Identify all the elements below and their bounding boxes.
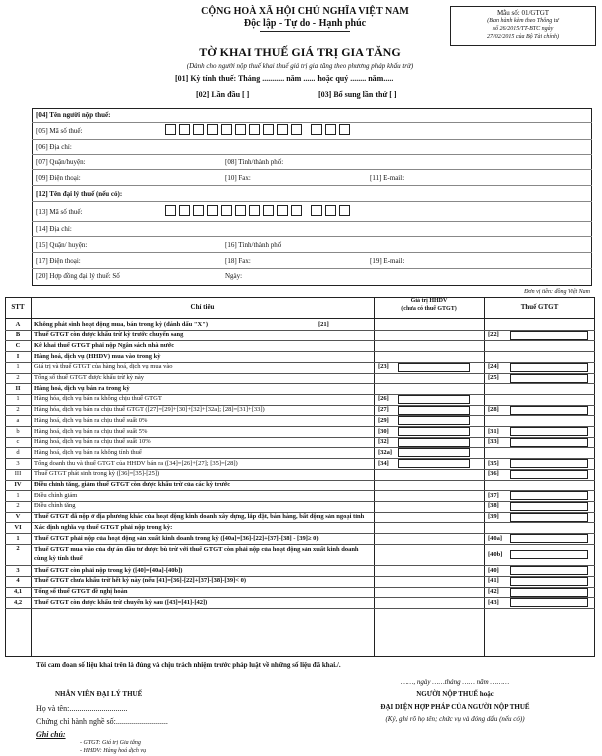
tax-code: [39] xyxy=(488,513,499,521)
taxpayer-address-label[interactable]: [06] Địa chỉ: xyxy=(36,143,72,151)
value-input[interactable] xyxy=(398,438,470,447)
value-code: [32] xyxy=(378,438,389,446)
row-label: Hàng hoá, dịch vụ bán ra chịu thuế suất 5% xyxy=(34,427,148,435)
row-label: Tổng số thuế GTGT được khấu trừ kỳ này xyxy=(34,374,145,381)
tax-code: [28] xyxy=(488,406,499,414)
note-hhdv: - HHDV: Hàng hoá dịch vụ xyxy=(80,748,147,754)
row-label: Tổng số thuế GTGT đề nghị hoàn xyxy=(34,588,128,595)
first-checkbox[interactable]: [ ] xyxy=(242,90,250,99)
agent-name-label[interactable]: [12] Tên đại lý thuế (nếu có): xyxy=(36,190,123,198)
value-input[interactable] xyxy=(398,427,470,436)
taxpayer-tin-label: [05] Mã số thuế: xyxy=(36,127,83,135)
notes-title: Ghi chú: xyxy=(36,730,66,739)
value-code: [21] xyxy=(318,320,329,328)
row-label: Hàng hoá, dịch vụ (HHDV) mua vào trong kỳ xyxy=(34,352,161,360)
tax-code: [31] xyxy=(488,427,499,435)
tax-code: [24] xyxy=(488,363,499,371)
value-input[interactable] xyxy=(398,448,470,457)
row-stt: 2 xyxy=(16,374,20,381)
row-stt: 1 xyxy=(16,491,20,499)
row-stt: 1 xyxy=(16,363,20,371)
tax-code: [40] xyxy=(488,566,499,574)
agent-district-label[interactable]: [15] Quận/ huyện: xyxy=(36,241,88,249)
value-input[interactable] xyxy=(398,363,470,372)
row-label: Thuế GTGT mua vào của dự án đầu tư được bù trừ với thuế GTGT còn phải nộp của hoạt động sản xuất kinh doanh cùng kỳ tính thuế xyxy=(34,546,359,563)
row-label: Thuế GTGT còn phải nộp trong kỳ ([40]=[40a]-[40b]) xyxy=(34,566,183,574)
period-text[interactable]: Kỳ tính thuế: Tháng ........... năm ...... hoặc quý ........ năm..... xyxy=(190,74,394,83)
tax-input[interactable] xyxy=(510,550,588,559)
value-code: [29] xyxy=(378,416,389,424)
row-label: Hàng hóa, dịch vụ bán ra không chịu thuế GTGT xyxy=(34,395,162,403)
value-input[interactable] xyxy=(398,416,470,425)
row-label: Thuế GTGT phải nộp của hoạt động sản xuất kinh doanh trong kỳ ([40a]=[36]-[22]+[37]-[38] - [39]≥ 0) xyxy=(34,534,319,542)
divider xyxy=(32,252,592,253)
tax-input[interactable] xyxy=(510,577,588,586)
tax-period xyxy=(175,74,393,83)
row-stt: 3 xyxy=(16,566,20,574)
motto-heading: Độc lập - Tự do - Hạnh phúc xyxy=(243,18,367,29)
row-label: Kê khai thuế GTGT phải nộp Ngân sách nhà nước xyxy=(34,341,175,349)
tax-input[interactable] xyxy=(510,470,588,479)
row-label: Thuế GTGT phát sinh trong kỳ ([36]=[35]-[25]) xyxy=(34,470,160,478)
tax-code: [25] xyxy=(488,374,499,381)
row-stt: IV xyxy=(14,481,22,488)
row-label: Hàng hoá, dịch vụ bán ra chịu thuế suất 0% xyxy=(34,416,148,424)
row-label: Hàng hoá, dịch vụ bán ra chịu thuế suất 10% xyxy=(34,438,151,446)
form-note-2: số 26/2015/TT-BTC ngày xyxy=(492,26,554,32)
row-stt: 4,2 xyxy=(13,598,23,606)
agent-contract-label[interactable]: [20] Hợp đồng đại lý thuế: Số xyxy=(36,272,120,280)
tax-code: [38] xyxy=(488,502,499,510)
form-code-box xyxy=(450,6,596,46)
first-text: Lần đầu xyxy=(211,90,241,99)
row-label: Điều chỉnh tăng xyxy=(34,502,76,510)
row-stt: VI xyxy=(14,523,22,531)
value-code: [23] xyxy=(378,363,389,371)
divider xyxy=(32,236,592,237)
header-stt: STT xyxy=(11,303,25,311)
row-divider xyxy=(5,490,595,491)
row-stt: b xyxy=(16,427,20,435)
row-stt: 1 xyxy=(16,395,20,403)
row-stt: 1 xyxy=(16,534,20,542)
row-stt: V xyxy=(15,513,21,521)
row-label: Tổng doanh thu và thuế GTGT của HHDV bán ra ([34]=[26]+[27]; [35]=[28]) xyxy=(34,459,238,467)
value-code: [30] xyxy=(378,427,389,435)
tax-code: [37] xyxy=(488,491,499,499)
row-stt: 2 xyxy=(16,502,20,510)
row-stt: III xyxy=(14,470,22,478)
row-stt: 4,1 xyxy=(13,588,23,595)
agent-tin-label: [13] Mã số thuế: xyxy=(36,208,83,216)
tax-code: [43] xyxy=(488,598,499,606)
payer-rep: ĐẠI DIỆN HỢP PHÁP CỦA NGƯỜI NỘP THUẾ xyxy=(380,703,530,711)
agent-contract-date-label[interactable]: Ngày: xyxy=(225,272,243,280)
agent-tin-cells[interactable] xyxy=(165,205,455,218)
taxpayer-tin-cells[interactable] xyxy=(165,124,455,137)
row-label: Điều chỉnh giảm xyxy=(34,491,78,499)
tax-input[interactable] xyxy=(510,374,588,383)
divider xyxy=(32,122,592,123)
tax-code: [35] xyxy=(488,459,499,467)
agent-title: NHÂN VIÊN ĐẠI LÝ THUẾ xyxy=(55,690,143,698)
tax-input[interactable] xyxy=(510,491,588,500)
tax-code: [40b] xyxy=(488,550,503,558)
value-code: [26] xyxy=(378,395,389,403)
supplement-filing xyxy=(318,90,397,99)
row-stt: A xyxy=(15,320,21,328)
form-title: TỜ KHAI THUẾ GIÁ TRỊ GIA TĂNG xyxy=(199,45,401,59)
tax-code: [40a] xyxy=(488,534,503,542)
supp-checkbox[interactable]: [ ] xyxy=(389,90,397,99)
payer-title: NGƯỜI NỘP THUẾ hoặc xyxy=(416,690,494,698)
row-stt: 2 xyxy=(16,545,20,553)
agent-fax-label[interactable]: [18] Fax: xyxy=(225,257,251,265)
value-input[interactable] xyxy=(398,459,470,468)
header-bottom-line xyxy=(5,318,595,319)
row-label: Hàng hoá, dịch vụ bán ra trong kỳ xyxy=(34,384,130,392)
header-tax: Thuế GTGT xyxy=(520,303,559,311)
form-note-1: (Ban hành kèm theo Thông tư xyxy=(487,18,559,24)
divider xyxy=(32,185,592,186)
row-stt: a xyxy=(16,416,20,424)
supp-code: [03] xyxy=(318,90,332,99)
row-stt: 3 xyxy=(16,459,20,467)
first-filing xyxy=(196,90,249,99)
row-label: Xác định nghĩa vụ thuế GTGT phải nộp trong kỳ: xyxy=(34,523,173,531)
row-label: Thuế GTGT còn được khấu trừ chuyển kỳ sau ([43]=[41]-[42]) xyxy=(34,598,208,606)
row-stt: II xyxy=(15,384,21,392)
row-label: Điều chỉnh tăng, giảm thuế GTGT còn được khấu trừ của các kỳ trước xyxy=(34,481,231,488)
nation-heading: CỘNG HOÀ XÃ HỘI CHỦ NGHĨA VIỆT NAM xyxy=(201,6,409,17)
value-code: [34] xyxy=(378,459,389,467)
row-label: Thuế GTGT đã nộp ở địa phương khác của hoạt động kinh doanh xây dựng, lắp đặt, bán hàng, bất động sản ngoại tỉnh xyxy=(34,513,365,521)
header-item: Chỉ tiêu xyxy=(190,303,215,311)
row-stt: C xyxy=(15,341,21,349)
tax-input[interactable] xyxy=(510,502,588,511)
tax-input[interactable] xyxy=(510,438,588,447)
motto-underline xyxy=(260,31,350,32)
row-stt: c xyxy=(16,438,20,446)
agent-cert[interactable]: Chứng chỉ hành nghề số:.......................... xyxy=(36,717,168,726)
value-code: [27] xyxy=(378,406,389,414)
agent-province-label[interactable]: [16] Tỉnh/thành phố xyxy=(225,241,282,249)
tax-code: [42] xyxy=(488,588,499,595)
row-stt: d xyxy=(16,448,20,456)
tax-input[interactable] xyxy=(510,534,588,543)
row-label: Thuế GTGT chưa khấu trừ hết kỳ này (nếu [41]=[36]-[22]+[37]-[38]-[39]< 0) xyxy=(34,577,246,585)
value-input[interactable] xyxy=(398,406,470,415)
divider xyxy=(32,169,592,170)
agent-full-name[interactable]: Họ và tên:............................. xyxy=(36,704,128,713)
tax-input[interactable] xyxy=(510,406,588,415)
first-code: [02] xyxy=(196,90,210,99)
header-value-sub: (chưa có thuế GTGT) xyxy=(401,306,457,312)
agent-email-label[interactable]: [19] E-mail: xyxy=(370,257,405,265)
form-code: Mẫu số: 01/GTGT xyxy=(496,9,550,17)
currency-note: Đơn vị tiền: đồng Việt Nam xyxy=(524,289,590,295)
signing-date[interactable]: ……, ngày ……tháng …… năm ……… xyxy=(400,678,510,686)
agent-address-label[interactable]: [14] Địa chỉ: xyxy=(36,225,72,233)
payer-note: (Ký, ghi rõ họ tên; chức vụ và đóng dấu (nếu có)) xyxy=(385,715,525,723)
divider xyxy=(32,139,592,140)
taxpayer-province-label[interactable]: [08] Tỉnh/thành phố: xyxy=(225,158,284,166)
taxpayer-phone-label[interactable]: [09] Điện thoại: xyxy=(36,174,81,182)
tax-code: [33] xyxy=(488,438,499,446)
tax-code: [22] xyxy=(488,331,499,339)
value-code: [32a] xyxy=(378,448,393,456)
row-stt: 4 xyxy=(16,577,20,585)
period-code: [01] xyxy=(175,74,189,83)
row-label: Hàng hoá, dịch vụ bán ra không tính thuế xyxy=(34,448,142,456)
form-note-3: 27/02/2015 của Bộ Tài chính) xyxy=(487,34,559,40)
header-value: Giá trị HHDV xyxy=(410,298,448,304)
supp-text: Bổ sung lần thứ xyxy=(333,90,388,99)
row-stt: B xyxy=(15,331,21,339)
divider xyxy=(32,221,592,222)
row-label: Hàng hóa, dịch vụ bán ra chịu thuế GTGT ([27]=[29]+[30]+[32]+[32a]; [28]=[31]+[33]) xyxy=(34,406,265,414)
tax-input[interactable] xyxy=(510,513,588,522)
row-divider xyxy=(5,501,595,502)
row-label: Giá trị và thuế GTGT của hàng hoá, dịch vụ mua vào xyxy=(34,363,173,371)
tax-input[interactable] xyxy=(510,598,588,607)
row-stt: I xyxy=(16,352,20,360)
note-gtgt: - GTGT: Giá trị Gia tăng xyxy=(80,740,141,746)
divider xyxy=(32,268,592,269)
agent-phone-label[interactable]: [17] Điện thoại: xyxy=(36,257,81,265)
tax-input[interactable] xyxy=(510,427,588,436)
tax-input[interactable] xyxy=(510,459,588,468)
tax-input[interactable] xyxy=(510,331,588,340)
divider xyxy=(32,201,592,202)
taxpayer-name-label[interactable]: [04] Tên người nộp thuế: xyxy=(36,111,111,119)
taxpayer-email-label[interactable]: [11] E-mail: xyxy=(370,174,405,182)
form-subtitle: (Dành cho người nộp thuế khai thuế giá trị gia tăng theo phương pháp khấu trừ) xyxy=(186,62,414,70)
tax-input[interactable] xyxy=(510,363,588,372)
value-input[interactable] xyxy=(398,395,470,404)
tax-input[interactable] xyxy=(510,566,588,575)
taxpayer-fax-label[interactable]: [10] Fax: xyxy=(225,174,251,182)
tax-input[interactable] xyxy=(510,588,588,597)
commitment-text: Tôi cam đoan số liệu khai trên là đúng và chịu trách nhiệm trước pháp luật về những số liệu đã khai./. xyxy=(36,661,341,669)
row-stt: 2 xyxy=(16,406,20,414)
taxpayer-district-label[interactable]: [07] Quận/huyện: xyxy=(36,158,86,166)
divider xyxy=(32,154,592,155)
row-divider xyxy=(5,608,595,609)
tax-code: [36] xyxy=(488,470,499,478)
row-label: Thuế GTGT còn được khấu trừ kỳ trước chuyển sang xyxy=(34,331,184,339)
tax-code: [41] xyxy=(488,577,499,585)
row-label: Không phát sinh hoạt động mua, bán trong kỳ (đánh dấu "X") xyxy=(34,320,208,328)
